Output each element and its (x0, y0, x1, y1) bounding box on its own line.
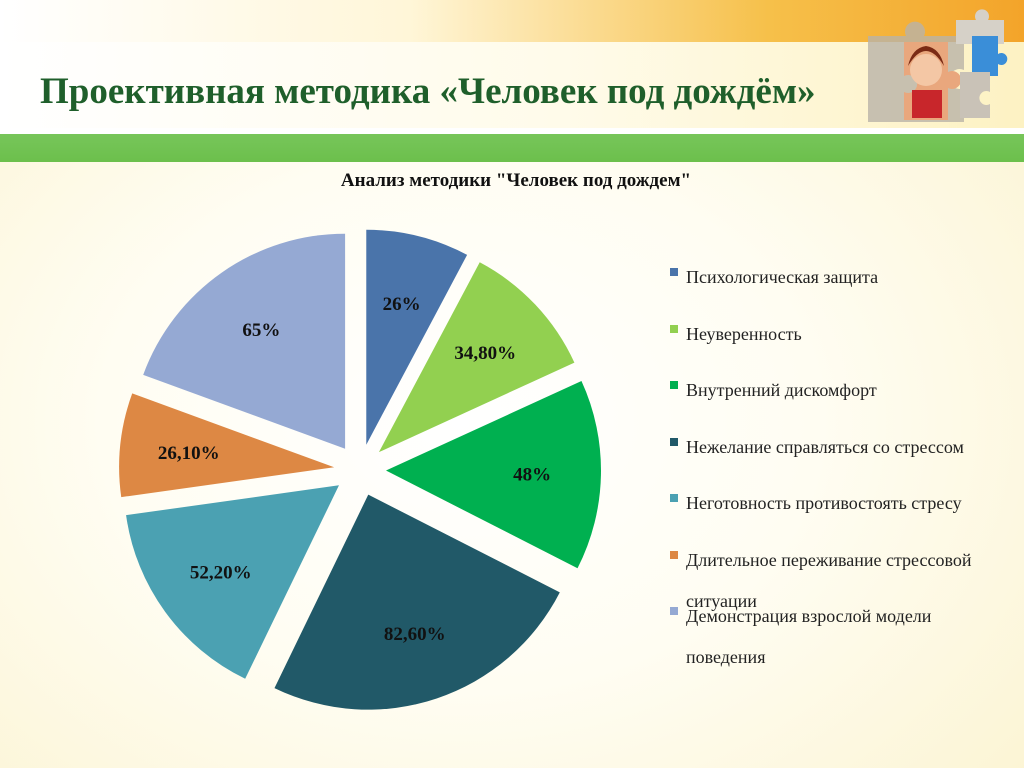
chart-title: Анализ методики "Человек под дождем" (340, 170, 692, 191)
pie-data-label: 26% (382, 293, 421, 315)
legend-label: Внутренний дискомфорт (686, 380, 877, 400)
legend-label: Психологическая защита (686, 267, 879, 287)
legend-label: Длительное переживание стрессовой ситуации (686, 549, 972, 611)
legend-swatch (670, 438, 678, 446)
pie-data-label: 48% (513, 464, 552, 486)
pie-data-label: 26,10% (157, 442, 220, 464)
pie-data-label: 52,20% (189, 562, 252, 584)
legend-label: Неуверенность (686, 323, 802, 344)
legend-label: Нежелание справляться со стрессом (686, 436, 964, 457)
legend-swatch (670, 381, 678, 389)
legend-swatch (670, 551, 678, 559)
page-title: Проективная методика «Человек под дождём» (40, 71, 816, 112)
legend-label: Неготовность противостоять стресу (686, 493, 962, 513)
legend-label: Демонстрация взрослой модели поведения (686, 606, 932, 667)
legend-swatch (670, 325, 678, 333)
pie-data-label: 82,60% (383, 624, 446, 646)
legend-swatch (670, 607, 678, 615)
legend-swatch (670, 494, 678, 502)
pie-data-label: 65% (242, 319, 281, 341)
pie-data-label: 34,80% (454, 342, 517, 364)
legend-swatch (670, 268, 678, 276)
